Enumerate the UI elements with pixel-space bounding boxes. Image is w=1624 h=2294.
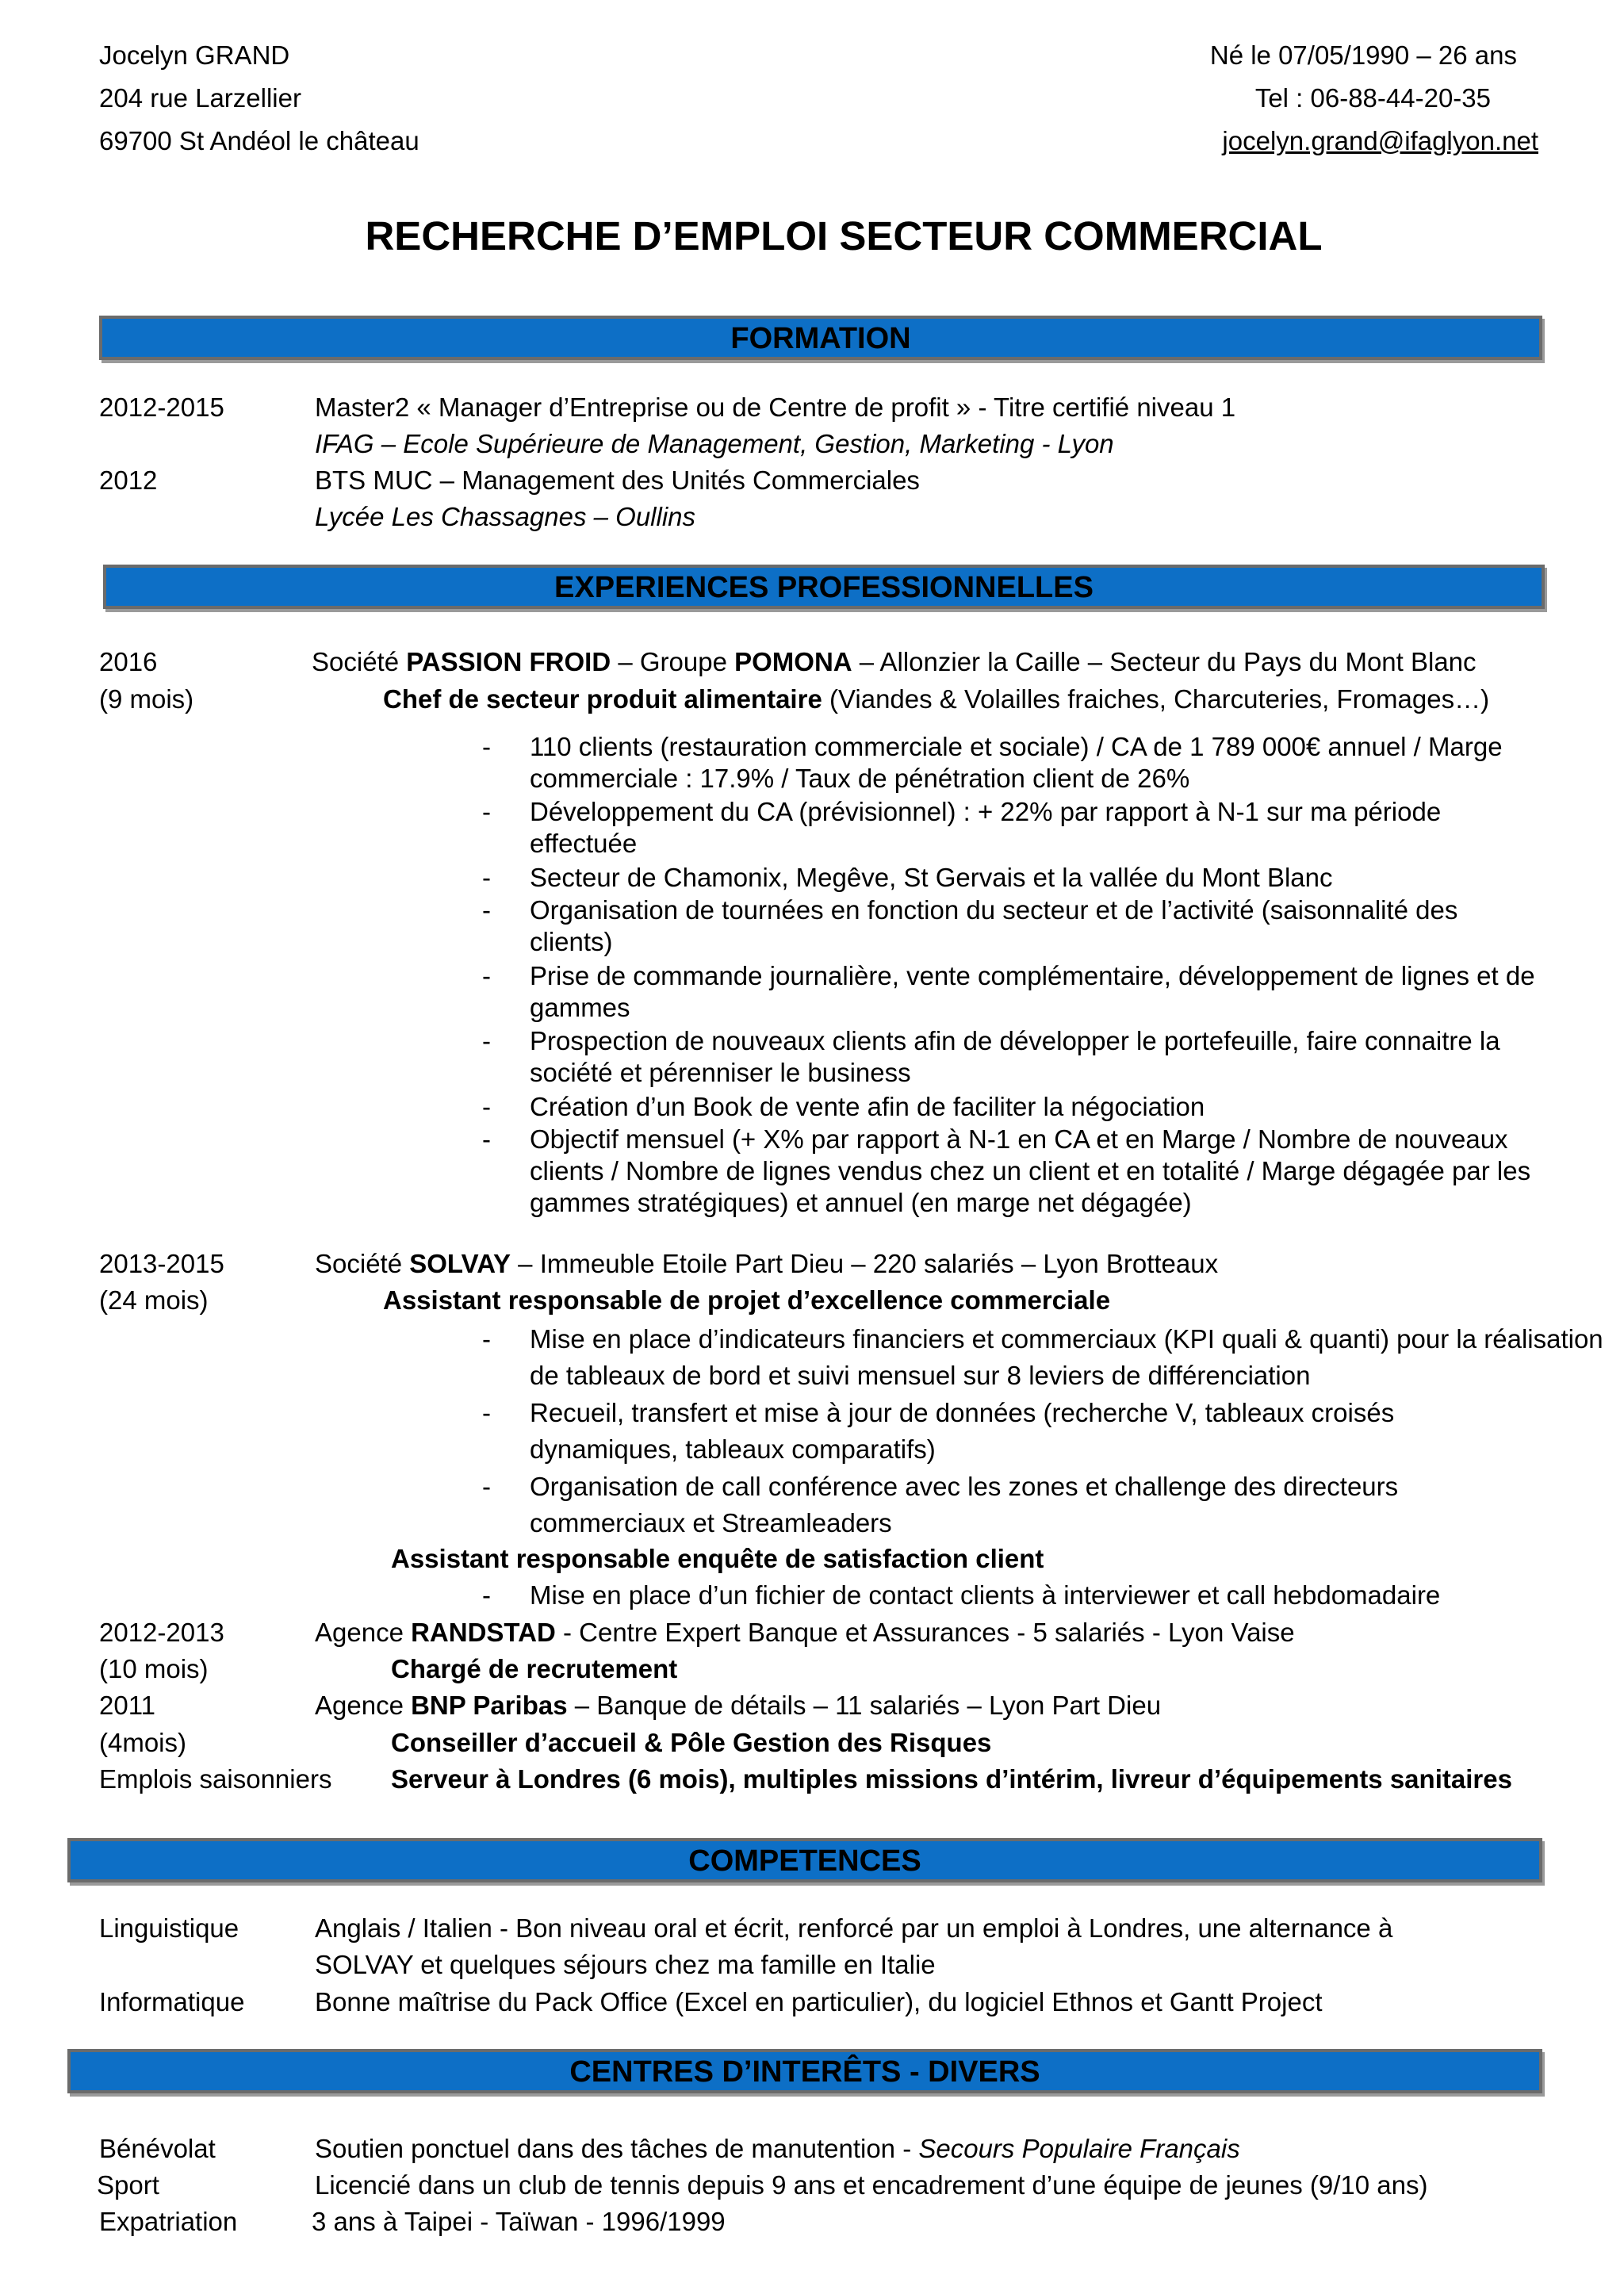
experience-duration: (9 mois) — [99, 684, 194, 714]
experience-duration: (24 mois) — [99, 1285, 209, 1315]
birth-date: Né le 07/05/1990 – 26 ans — [1209, 40, 1517, 70]
interest-text: Licencié dans un club de tennis depuis 9 ans et encadrement d’une équipe de jeunes (9/10 ans) — [315, 2170, 1428, 2200]
experience-role: Conseiller d’accueil & Pôle Gestion des Risques — [391, 1728, 992, 1757]
interest-label: Bénévolat — [99, 2134, 216, 2163]
competence-text: Bonne maîtrise du Pack Office (Excel en particulier), du logiciel Ethnos et Gantt Project — [315, 1987, 1323, 2016]
experience-date: Emplois saisonniers — [99, 1764, 332, 1794]
interest-label: Expatriation — [99, 2207, 238, 2236]
experience-role: Assistant responsable enquête de satisfaction client — [391, 1544, 1044, 1573]
interest-text: Soutien ponctuel dans des tâches de manutention - Secours Populaire Français — [315, 2134, 1240, 2163]
competence-text: SOLVAY et quelques séjours chez ma famille en Italie — [315, 1950, 936, 1979]
experience-role: Assistant responsable de projet d’excellence commerciale — [383, 1285, 1111, 1315]
address-street: 204 rue Larzellier — [99, 83, 301, 113]
experience-role: Serveur à Londres (6 mois), multiples missions d’intérim, livreur d’équipements sanitaires — [391, 1764, 1512, 1794]
formation-date: 2012-2015 — [99, 393, 224, 422]
section-title-competences: COMPETENCES — [688, 1844, 921, 1878]
section-band-interets — [67, 2049, 1542, 2093]
experience-date: 2013-2015 — [99, 1249, 224, 1278]
competence-label: Linguistique — [99, 1913, 239, 1943]
experience-role: Chargé de recrutement — [391, 1654, 678, 1683]
interest-text: 3 ans à Taipei - Taïwan - 1996/1999 — [312, 2207, 726, 2236]
experience-role: Chef de secteur produit alimentaire (Viandes & Volailles fraiches, Charcuteries, Fromages…) — [383, 684, 1490, 714]
experience-company: Agence BNP Paribas – Banque de détails – 11 salariés – Lyon Part Dieu — [315, 1691, 1162, 1720]
experience-date: 2016 — [99, 647, 158, 676]
competence-text: Anglais / Italien - Bon niveau oral et écrit, renforcé par un emploi à Londres, une alternance à — [315, 1913, 1393, 1943]
experience-date: 2012-2013 — [99, 1618, 224, 1647]
formation-date: 2012 — [99, 465, 158, 495]
section-band-competences — [67, 1838, 1542, 1882]
formation-school: Lycée Les Chassagnes – Oullins — [315, 502, 696, 531]
section-band-formation — [99, 316, 1542, 360]
interest-label: Sport — [97, 2170, 159, 2200]
competence-label: Informatique — [99, 1987, 245, 2016]
experience-company: Société SOLVAY – Immeuble Etoile Part Dieu – 220 salariés – Lyon Brotteaux — [315, 1249, 1219, 1278]
section-title-interets: CENTRES D’INTERÊTS - DIVERS — [569, 2055, 1040, 2089]
page-title: RECHERCHE D’EMPLOI SECTEUR COMMERCIAL — [365, 213, 1323, 259]
experience-duration: (10 mois) — [99, 1654, 209, 1683]
email-link[interactable]: jocelyn.grand@ifaglyon.net — [1222, 126, 1538, 155]
address-city: 69700 St Andéol le château — [99, 126, 419, 155]
candidate-name: Jocelyn GRAND — [99, 40, 290, 70]
experience-company: Agence RANDSTAD - Centre Expert Banque et Assurances - 5 salariés - Lyon Vaise — [315, 1618, 1295, 1647]
formation-degree: BTS MUC – Management des Unités Commerciales — [315, 465, 920, 495]
phone-number: Tel : 06-88-44-20-35 — [1254, 83, 1491, 113]
section-band-experiences — [103, 565, 1545, 609]
section-title-experiences: EXPERIENCES PROFESSIONNELLES — [554, 571, 1094, 604]
formation-degree: Master2 « Manager d’Entreprise ou de Centre de profit » - Titre certifié niveau 1 — [315, 393, 1236, 422]
experience-date: 2011 — [99, 1691, 155, 1720]
experience-company: Société PASSION FROID – Groupe POMONA – Allonzier la Caille – Secteur du Pays du Mont Blanc — [312, 647, 1477, 676]
experience-duration: (4mois) — [99, 1728, 187, 1757]
section-title-formation: FORMATION — [730, 322, 911, 355]
formation-school: IFAG – Ecole Supérieure de Management, Gestion, Marketing - Lyon — [315, 429, 1114, 458]
